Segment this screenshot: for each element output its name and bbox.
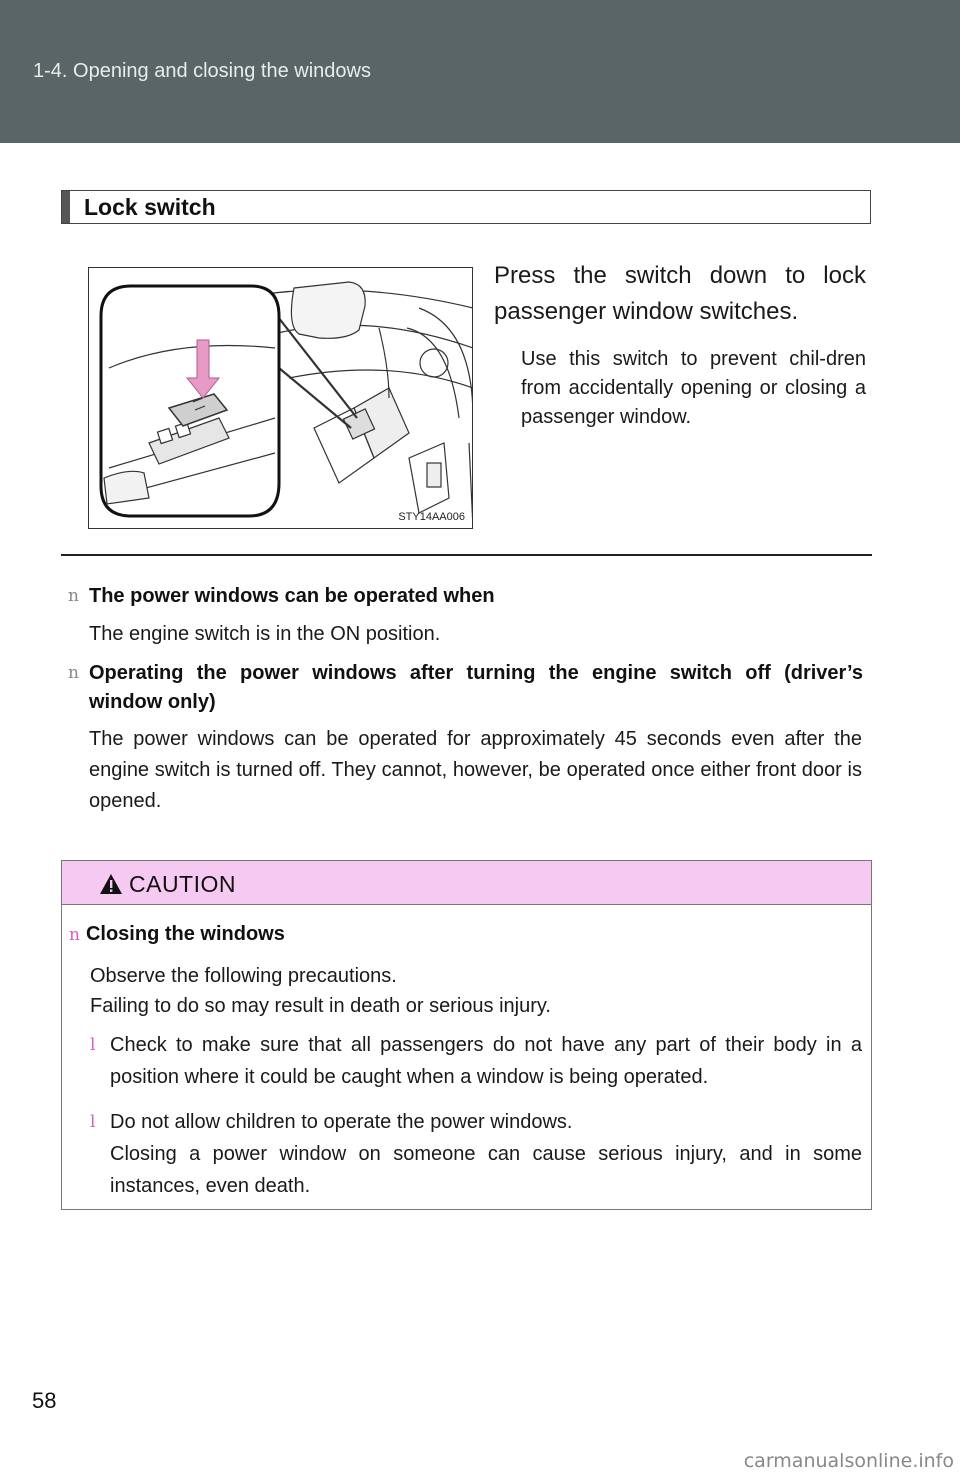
watermark-text: carmanualsonline.info [743,1450,954,1472]
bullet-icon: l [90,1112,96,1132]
lead-instruction: Press the switch down to lock passenger window switches. [494,262,866,325]
caution-list-item [90,1106,862,1202]
note-body: The power windows can be operated for approximately 45 seconds even after the engine switch is turned off. They cannot, however, be operated once either front door is opened. [89,728,862,812]
caution-label: CAUTION [129,871,236,897]
caution-box [61,860,872,1210]
section-title-bar [61,190,871,224]
note-heading [68,582,863,611]
warning-triangle-icon [99,873,123,895]
bullet-icon: n [68,663,79,683]
lock-switch-illustration [88,267,473,529]
section-divider [61,554,872,556]
door-panel-drawing [89,268,473,529]
bullet-icon: n [69,925,80,945]
note-heading-text: Operating the power windows after turning the engine switch off (driver’s window only) [89,662,863,713]
bullet-icon: l [90,1035,96,1055]
caution-body-line: Observe the following precautions. [90,965,397,987]
caution-item-line: Closing a power window on someone can cause serious injury, and in some instances, even death. [110,1143,862,1197]
caution-item-line: Do not allow children to operate the power windows. [110,1111,573,1133]
bullet-icon: n [68,586,79,606]
caution-header [62,861,871,905]
page-header [0,0,960,143]
figure-code: STY14AA006 [398,511,465,523]
section-accent [62,191,70,223]
lead-note: Use this switch to prevent chil-dren from accidentally opening or closing a passenger window. [521,348,866,428]
section-breadcrumb: 1-4. Opening and closing the windows [33,60,371,82]
caution-body-line: Failing to do so may result in death or serious injury. [90,995,551,1017]
caution-list-item [90,1029,862,1093]
section-title: Lock switch [84,194,216,220]
caution-item-text: Check to make sure that all passengers do not have any part of their body in a position where it could be caught when a window is being operated. [110,1034,862,1088]
caution-heading [69,923,285,946]
note-heading-text: The power windows can be operated when [89,585,495,607]
note-body: The engine switch is in the ON position. [89,623,441,645]
note-heading [68,659,863,717]
caution-heading-text: Closing the windows [85,923,285,945]
page-number: 58 [32,1388,57,1413]
